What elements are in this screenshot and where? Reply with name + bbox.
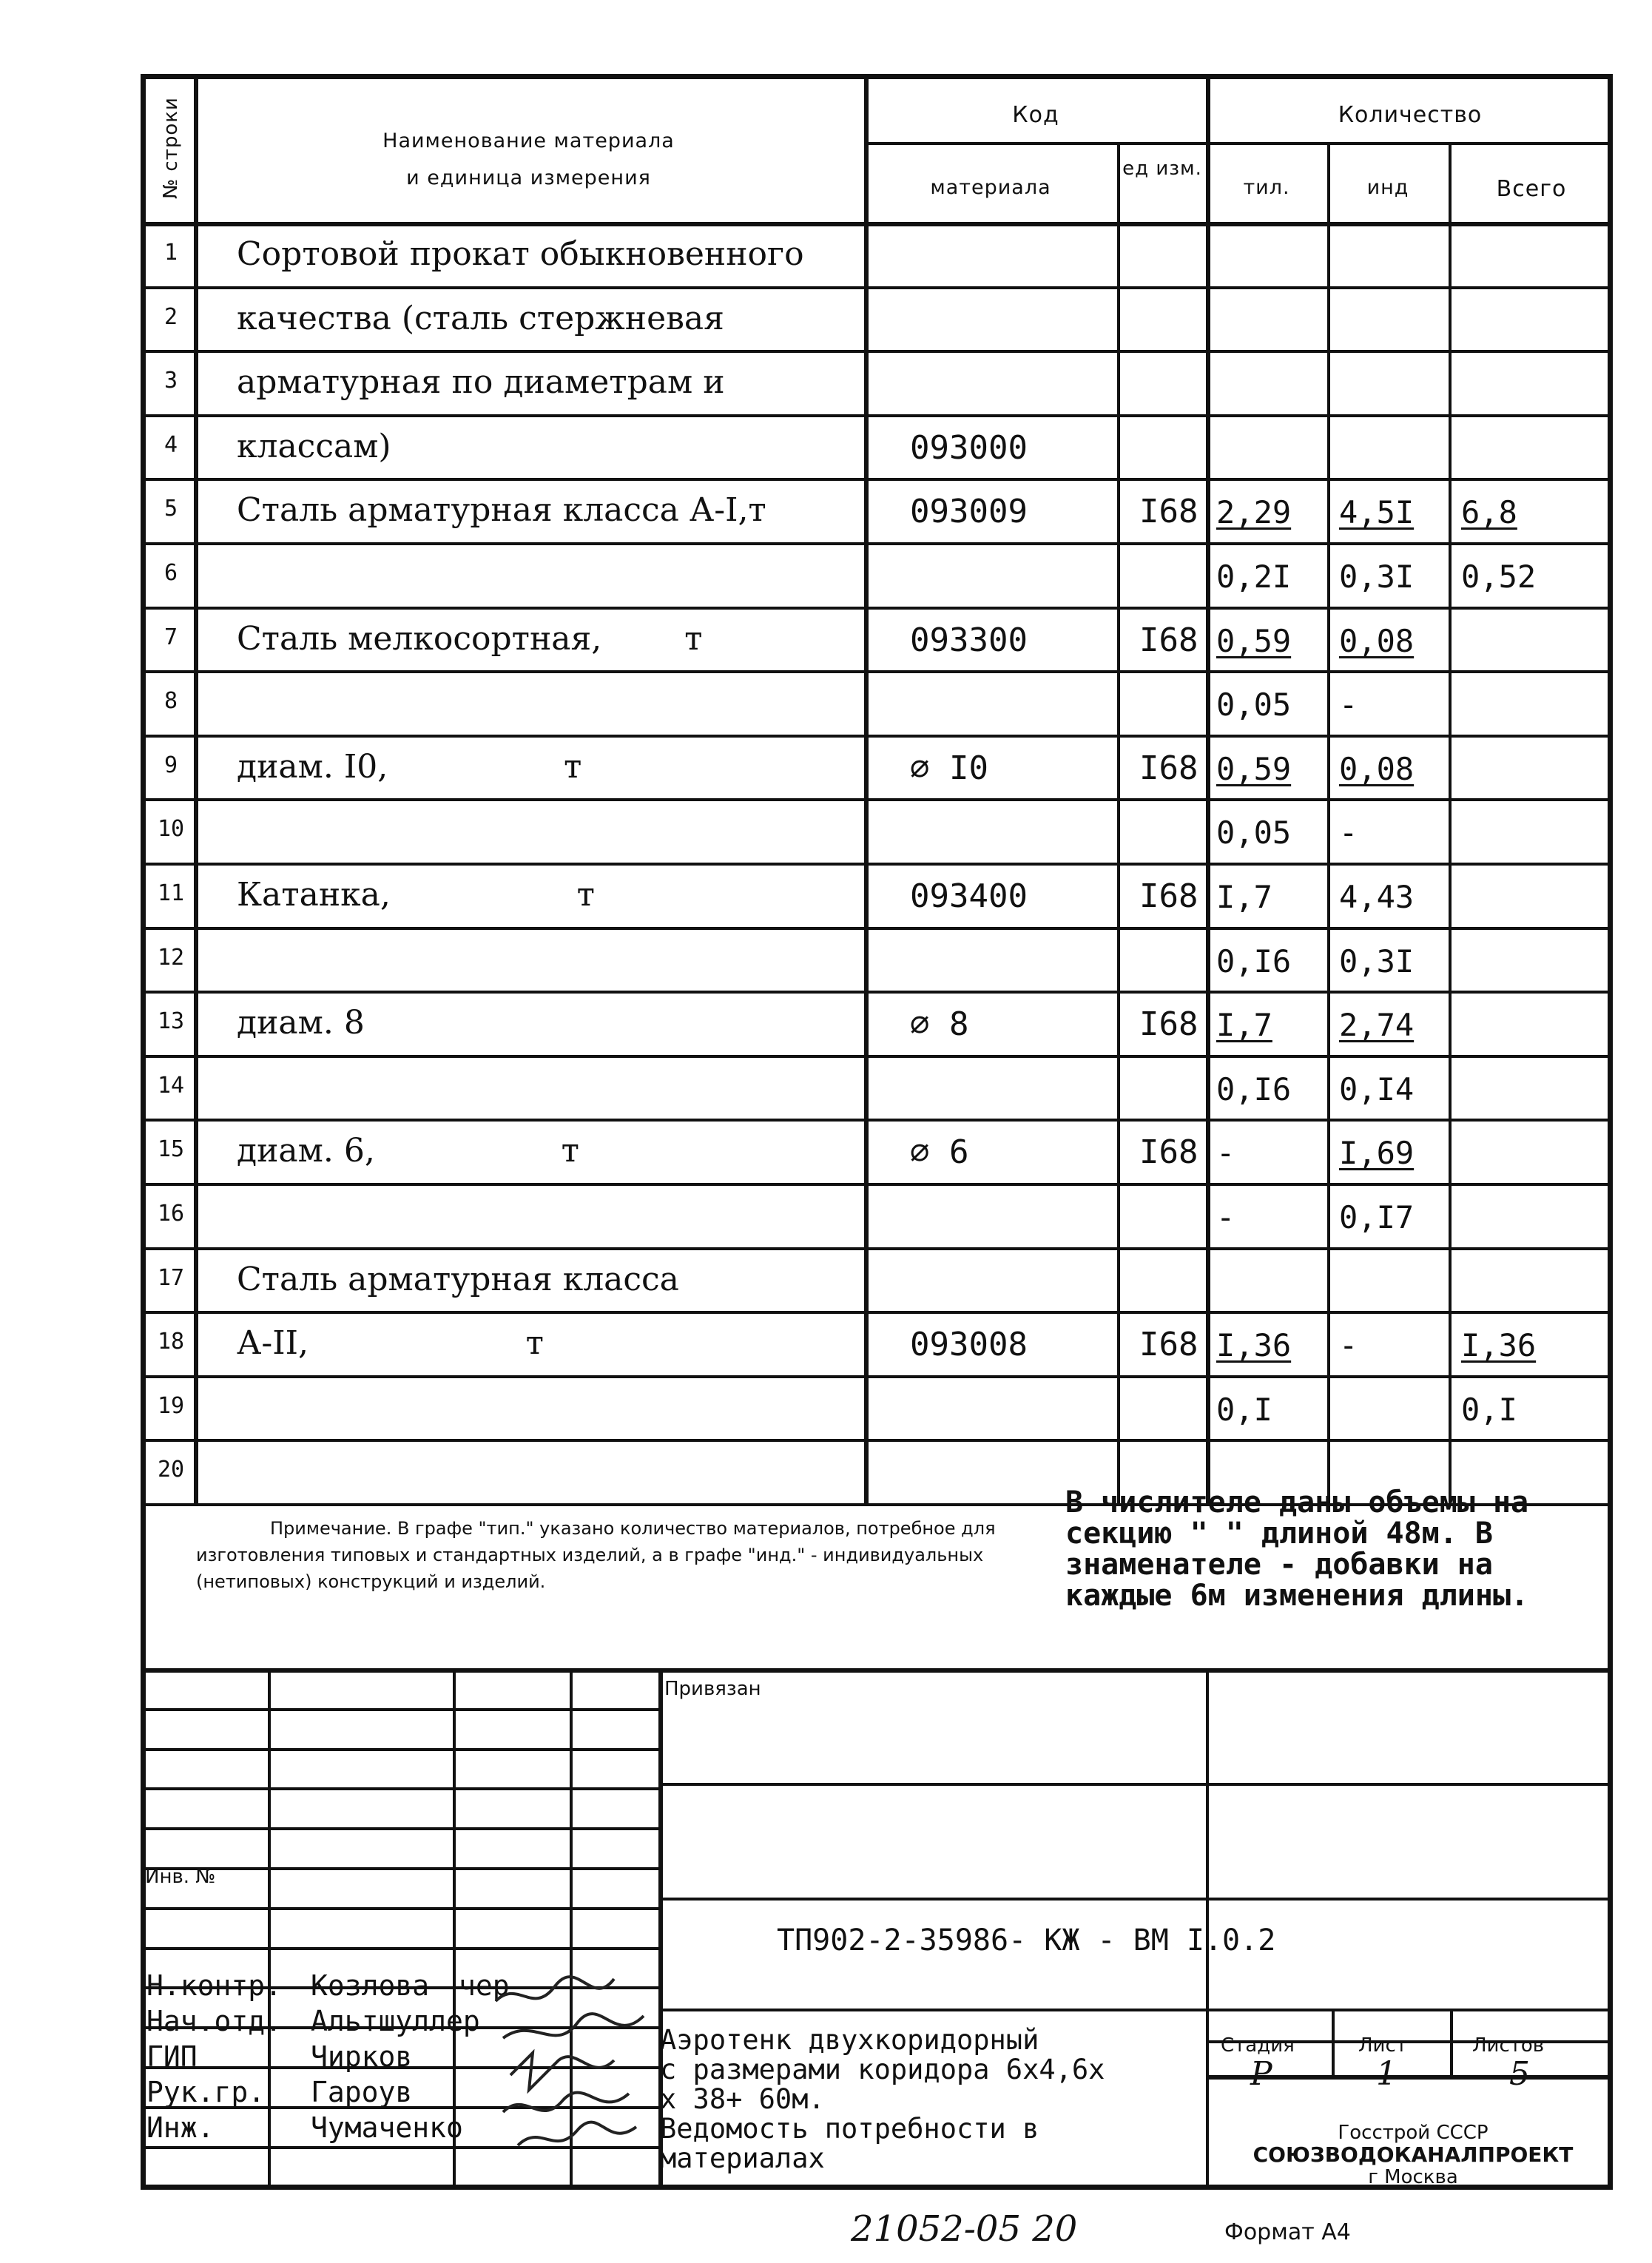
grid-line [143, 350, 1613, 353]
material-code-cell: ⌀ 6 [910, 1133, 969, 1172]
ind-qty-cell: - [1339, 815, 1358, 851]
grid-line [143, 414, 1613, 417]
doc-code: ТП902-2-35986- КЖ - ВМ I.0.2 [777, 1923, 1276, 1957]
role-title: Нач.отд. [146, 2005, 283, 2037]
material-code-cell: 093400 [910, 877, 1028, 915]
grid-line [143, 1947, 658, 1950]
ind-qty-cell: 4,5I [1339, 494, 1415, 531]
material-name-cell: Сталь арматурная класса А-I,т [237, 491, 766, 530]
sheets-label: Листов [1472, 2034, 1545, 2057]
grid-line [143, 222, 1613, 226]
total-qty-cell: 6,8 [1461, 494, 1517, 531]
typ-header: тил. [1243, 176, 1290, 199]
grid-line [1117, 142, 1120, 1503]
grid-line [143, 1247, 1613, 1250]
unit-code-cell: I68 [1139, 1005, 1198, 1044]
role-title: Н.контр. [146, 1969, 283, 2002]
grid-line [143, 1119, 1613, 1122]
sheet-value: 1 [1376, 2055, 1397, 2093]
row-number-cell: 12 [157, 944, 185, 971]
material-name-cell: Сталь арматурная класса [237, 1260, 679, 1298]
org-ministry: Госстрой СССР [1338, 2122, 1489, 2144]
grid-line [143, 607, 1613, 610]
ind-qty-cell: 0,3I [1339, 559, 1415, 595]
note-right: В числителе даны объемы на секцию " " длиной 48м. В знаменателе - добавки на каждые 6м изменения длины. [1065, 1485, 1529, 1613]
typ-qty-cell: 0,2I [1216, 559, 1292, 595]
material-name-cell: качества (сталь стержневая [237, 299, 724, 337]
typ-qty-cell: I,36 [1216, 1327, 1292, 1364]
name-header-title: Наименование материала [382, 129, 675, 152]
grid-line [143, 1867, 658, 1870]
row-number-cell: 19 [157, 1392, 185, 1419]
grid-line [143, 2185, 658, 2188]
grid-line [143, 798, 1613, 801]
grid-line [143, 1748, 658, 1751]
row-number-cell: 4 [163, 431, 178, 458]
ind-qty-cell: I,69 [1339, 1135, 1415, 1172]
row-number-cell: 10 [157, 816, 185, 843]
typ-qty-cell: 0,I6 [1216, 942, 1292, 979]
row-number-cell: 20 [157, 1457, 185, 1483]
format-label: Формат А4 [1224, 2219, 1351, 2245]
material-name-cell: А-II, т [237, 1324, 544, 1363]
row-number-cell: 5 [163, 496, 178, 522]
row-number-cell: 1 [163, 240, 178, 266]
typ-qty-cell: I,7 [1216, 1007, 1272, 1044]
sheets-value: 5 [1509, 2055, 1530, 2093]
row-number-cell: 18 [157, 1329, 185, 1355]
grid-line [143, 1907, 658, 1910]
drawing-title [660, 2026, 1105, 2173]
unit-code-cell: I68 [1139, 877, 1198, 915]
material-code-cell: 093008 [910, 1326, 1028, 1364]
title-line: Ведомость потребности в [660, 2113, 1039, 2145]
row-number-cell: 11 [157, 880, 185, 906]
sheet-label: Лист [1358, 2034, 1407, 2057]
ind-qty-cell: 0,I7 [1339, 1199, 1415, 1235]
total-header: Всего [1496, 176, 1567, 202]
row-number-cell: 2 [163, 303, 178, 330]
material-code-cell: 093300 [910, 621, 1028, 659]
role-title: Инж. [146, 2111, 215, 2144]
unit-code-cell: I68 [1139, 1133, 1198, 1172]
name-header-sub: и единица измерения [406, 166, 651, 189]
unit-code-cell: I68 [1139, 493, 1198, 531]
row-number-cell: 13 [157, 1008, 185, 1035]
grid-line [864, 142, 1613, 145]
material-name-cell: Сортовой прокат обыкновенного [237, 235, 804, 273]
material-name-cell: классам) [237, 427, 391, 465]
ind-qty-cell: 2,74 [1339, 1007, 1415, 1044]
row-number-cell: 17 [157, 1264, 185, 1291]
total-qty-cell: 0,52 [1461, 559, 1537, 595]
grid-line [143, 1055, 1613, 1058]
person-name: Гароув [311, 2076, 413, 2108]
grid-line [143, 478, 1613, 481]
grid-line [143, 735, 1613, 738]
typ-qty-cell: 0,I [1216, 1391, 1272, 1428]
grid-line [143, 1183, 1613, 1186]
ind-qty-cell: - [1339, 1327, 1358, 1364]
row-number-cell: 16 [157, 1201, 185, 1227]
grid-line [143, 927, 1613, 930]
grid-line [143, 1311, 1613, 1314]
grid-line [143, 1375, 1613, 1378]
ind-qty-cell: 0,I4 [1339, 1070, 1415, 1107]
ind-header: инд [1366, 176, 1409, 199]
material-header: материала [930, 176, 1051, 199]
organization [1213, 2122, 1613, 2188]
unit-code-cell: I68 [1139, 1326, 1198, 1364]
grid-line [143, 1787, 658, 1790]
stage-value: Р [1250, 2055, 1272, 2093]
grid-line [143, 1668, 1613, 1673]
person-name: Альтшуллер [311, 2005, 480, 2037]
row-number-cell: 8 [163, 688, 178, 715]
ind-qty-cell: 0,08 [1339, 622, 1415, 659]
person-name: Козлова [311, 1969, 430, 2002]
typ-qty-cell: - [1216, 1135, 1235, 1172]
material-name-cell: диам. 8 [237, 1004, 365, 1042]
row-number-cell: 9 [163, 752, 178, 778]
row-number-header: № строки [160, 97, 182, 199]
material-name-cell: диам. 6, т [237, 1132, 579, 1170]
grid-line [658, 1898, 1613, 1901]
typ-qty-cell: 0,05 [1216, 687, 1292, 724]
code-header: Код [1012, 102, 1059, 128]
grid-line [864, 75, 869, 1503]
grid-line [143, 1708, 658, 1711]
grid-line [143, 991, 1613, 994]
person-name: Чумаченко [311, 2111, 463, 2144]
role-title: Рук.гр. [146, 2076, 266, 2108]
grid-line [658, 2009, 1613, 2011]
material-code-cell: ⌀ 8 [910, 1005, 969, 1044]
total-qty-cell: I,36 [1461, 1327, 1537, 1364]
grid-line [1327, 142, 1330, 1503]
grid-line [143, 1439, 1613, 1442]
material-name-cell: Сталь мелкосортная, т [237, 619, 703, 658]
ind-qty-cell: 0,3I [1339, 942, 1415, 979]
name-suffix: чер [459, 1969, 510, 2002]
row-number-cell: 14 [157, 1072, 185, 1099]
person-name: Чирков [311, 2040, 413, 2073]
privyazan-label: Привязан [664, 1678, 761, 1700]
grid-line [658, 1783, 1613, 1786]
grid-line [143, 863, 1613, 866]
title-line: с размерами коридора 6х4,6х [660, 2054, 1105, 2085]
org-city: г Москва [1368, 2166, 1458, 2188]
ind-qty-cell: 0,08 [1339, 750, 1415, 787]
total-qty-cell: 0,I [1461, 1391, 1517, 1428]
title-line: материалах [660, 2142, 825, 2174]
typ-qty-cell: I,7 [1216, 879, 1272, 915]
row-number-cell: 3 [163, 368, 178, 394]
inv-label: Инв. № [145, 1866, 216, 1888]
material-code-cell: 093009 [910, 493, 1028, 531]
typ-qty-cell: - [1216, 1199, 1235, 1235]
material-name-cell: Катанка, т [237, 876, 595, 914]
material-name-cell: диам. I0, т [237, 747, 582, 786]
stage-label: Стадия [1221, 2034, 1295, 2057]
material-name-cell: арматурная по диаметрам и [237, 363, 725, 402]
title-line: Аэротенк двухкоридорный [660, 2024, 1039, 2056]
typ-qty-cell: 0,59 [1216, 750, 1292, 787]
role-title: ГИП [146, 2040, 198, 2073]
grid-line [1449, 142, 1452, 1503]
typ-qty-cell: 2,29 [1216, 494, 1292, 531]
org-name: СОЮЗВОДОКАНАЛПРОЕКТ [1253, 2142, 1574, 2167]
note-left: Примечание. В графе "тип." указано количество материалов, потребное для изготовления типовых и стандартных изделий, а в графе "инд." - индивидуальных (нетиповых) конструкций и изделий. [196, 1518, 996, 1592]
row-number-cell: 15 [157, 1136, 185, 1163]
row-number-cell: 6 [163, 560, 178, 586]
typ-qty-cell: 0,05 [1216, 815, 1292, 851]
unit-code-cell: I68 [1139, 749, 1198, 787]
quantity-header: Количество [1338, 102, 1483, 128]
grid-line [143, 542, 1613, 545]
signatures-image [488, 1972, 666, 2156]
unit-header: ед изм. [1122, 158, 1202, 180]
ind-qty-cell: 4,43 [1339, 879, 1415, 915]
unit-code-cell: I68 [1139, 621, 1198, 659]
grid-line [143, 286, 1613, 289]
typ-qty-cell: 0,59 [1216, 622, 1292, 659]
grid-line [1206, 75, 1210, 1503]
material-code-cell: 093000 [910, 428, 1028, 467]
row-number-cell: 7 [163, 624, 178, 650]
title-line: х 38+ 60м. [660, 2083, 825, 2115]
typ-qty-cell: 0,I6 [1216, 1070, 1292, 1107]
material-code-cell: ⌀ I0 [910, 749, 988, 787]
archive-number: 21052-05 20 [851, 2208, 1078, 2250]
grid-line [143, 1827, 658, 1830]
ind-qty-cell: - [1339, 687, 1358, 724]
grid-line [143, 670, 1613, 673]
